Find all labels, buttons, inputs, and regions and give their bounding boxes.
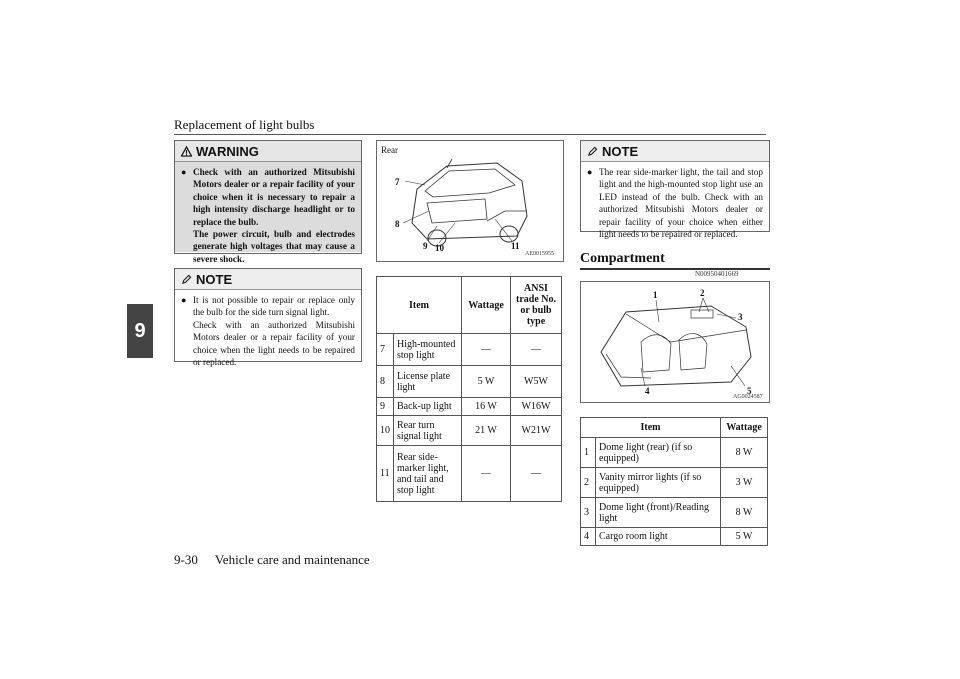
note-left-text-2: Check with an authorized Mitsubishi Motors dealer or a repair facility of your choice when the light needs to be repaired or replaced. <box>193 319 355 368</box>
col-header-wattage: Wattage <box>462 277 511 334</box>
row-wattage: 21 W <box>462 416 511 446</box>
row-wattage: 16 W <box>462 398 511 416</box>
table-row <box>581 468 768 498</box>
page-footer <box>174 552 384 568</box>
row-type: W16W <box>511 398 562 416</box>
row-wattage: — <box>462 334 511 366</box>
table-header-row <box>581 418 768 438</box>
warning-body <box>175 162 361 264</box>
note-box-left <box>174 268 362 368</box>
footer-section: Vehicle care and maintenance <box>214 552 370 567</box>
row-wattage: — <box>462 446 511 502</box>
row-item: Cargo room light <box>596 528 721 546</box>
compartment-callout-1: 1 <box>653 290 658 300</box>
row-item: Dome light (front)/Reading light <box>596 498 721 528</box>
table-row <box>581 498 768 528</box>
table-row <box>377 398 562 416</box>
row-no: 7 <box>377 334 394 366</box>
interior-illustration <box>581 282 769 402</box>
rear-callout-11: 11 <box>511 241 520 251</box>
row-item: Rear turn signal light <box>394 416 462 446</box>
table-row <box>377 416 562 446</box>
row-item: License plate light <box>394 366 462 398</box>
chapter-tab: 9 <box>127 304 153 358</box>
table-row <box>377 446 562 502</box>
row-item: Vanity mirror lights (if so equipped) <box>596 468 721 498</box>
rear-figure-label: Rear <box>381 145 398 155</box>
row-no: 1 <box>581 438 596 468</box>
note-header-right <box>581 141 769 162</box>
bullet-icon: ● <box>181 295 187 305</box>
note-right-text: The rear side-marker light, the tail and stop light and the high-mounted stop light use an LED instead of the bulb. Check with an authorized Mitsubishi Motors dealer or repair facility of your choice when either light needs to be repaired or replaced. <box>599 167 763 240</box>
row-type: W21W <box>511 416 562 446</box>
note-title-left: NOTE <box>196 271 233 287</box>
rear-callout-7: 7 <box>395 177 400 187</box>
row-wattage: 3 W <box>721 468 768 498</box>
row-no: 2 <box>581 468 596 498</box>
row-item: Back-up light <box>394 398 462 416</box>
row-item: Dome light (rear) (if so equipped) <box>596 438 721 468</box>
bullet-icon: ● <box>587 167 593 177</box>
rear-car-illustration <box>377 141 563 261</box>
note-pencil-icon <box>181 274 192 285</box>
compartment-figure-code: AG0024587 <box>733 394 763 400</box>
rear-callout-8: 8 <box>395 219 400 229</box>
rear-bulb-table <box>376 276 562 502</box>
row-type: — <box>511 334 562 366</box>
header-rule <box>174 134 766 135</box>
compartment-callout-5: 5 <box>747 386 752 396</box>
row-no: 11 <box>377 446 394 502</box>
compartment-bulb-table <box>580 417 768 546</box>
row-no: 4 <box>581 528 596 546</box>
section-code: N00950401669 <box>695 270 739 278</box>
row-wattage: 5 W <box>721 528 768 546</box>
row-no: 3 <box>581 498 596 528</box>
rear-callout-9: 9 <box>423 241 428 251</box>
section-title-compartment: Compartment <box>580 251 665 266</box>
compartment-figure <box>580 281 770 403</box>
warning-text-1: Check with an authorized Mitsubishi Motors dealer or a repair facility of your choice when it is necessary to repair a high intensity discharge headlight or to replace the bulb. <box>193 167 355 227</box>
table-row <box>581 528 768 546</box>
compartment-callout-4: 4 <box>645 386 650 396</box>
rear-figure-code: AE0015955 <box>525 251 554 257</box>
warning-triangle-icon <box>181 146 192 157</box>
rear-lights-figure <box>376 140 564 262</box>
row-no: 10 <box>377 416 394 446</box>
note-body-left <box>175 290 361 372</box>
col-header-item: Item <box>581 418 721 438</box>
bullet-icon: ● <box>181 167 187 177</box>
row-type: W5W <box>511 366 562 398</box>
note-left-text-1: It is not possible to repair or replace only the bulb for the side turn signal light. <box>193 295 355 318</box>
note-title-right: NOTE <box>602 143 639 159</box>
warning-text-2: The power circuit, bulb and electrodes generate high voltages that may cause a severe shock. <box>193 229 355 264</box>
rear-callout-10: 10 <box>435 243 444 253</box>
row-wattage: 8 W <box>721 438 768 468</box>
row-no: 8 <box>377 366 394 398</box>
compartment-callout-3: 3 <box>738 312 743 322</box>
page-number: 9-30 <box>174 552 198 567</box>
row-type: — <box>511 446 562 502</box>
note-body-right <box>581 162 769 244</box>
note-box-right <box>580 140 770 240</box>
section-rule <box>580 268 770 270</box>
row-item: High-mounted stop light <box>394 334 462 366</box>
warning-header <box>175 141 361 162</box>
table-row <box>377 334 562 366</box>
col-header-wattage: Wattage <box>721 418 768 438</box>
table-row <box>581 438 768 468</box>
row-no: 9 <box>377 398 394 416</box>
row-item: Rear side-marker light, and tail and stop light <box>394 446 462 502</box>
col-header-type: ANSI trade No. or bulb type <box>511 277 562 334</box>
row-wattage: 8 W <box>721 498 768 528</box>
warning-title: WARNING <box>196 143 259 159</box>
table-header-row <box>377 277 562 334</box>
note-header-left <box>175 269 361 290</box>
page-header-title: Replacement of light bulbs <box>174 117 315 132</box>
row-wattage: 5 W <box>462 366 511 398</box>
col-header-item: Item <box>377 277 462 334</box>
compartment-callout-2: 2 <box>700 288 705 298</box>
note-pencil-icon <box>587 146 598 157</box>
table-row <box>377 366 562 398</box>
warning-box <box>174 140 362 264</box>
